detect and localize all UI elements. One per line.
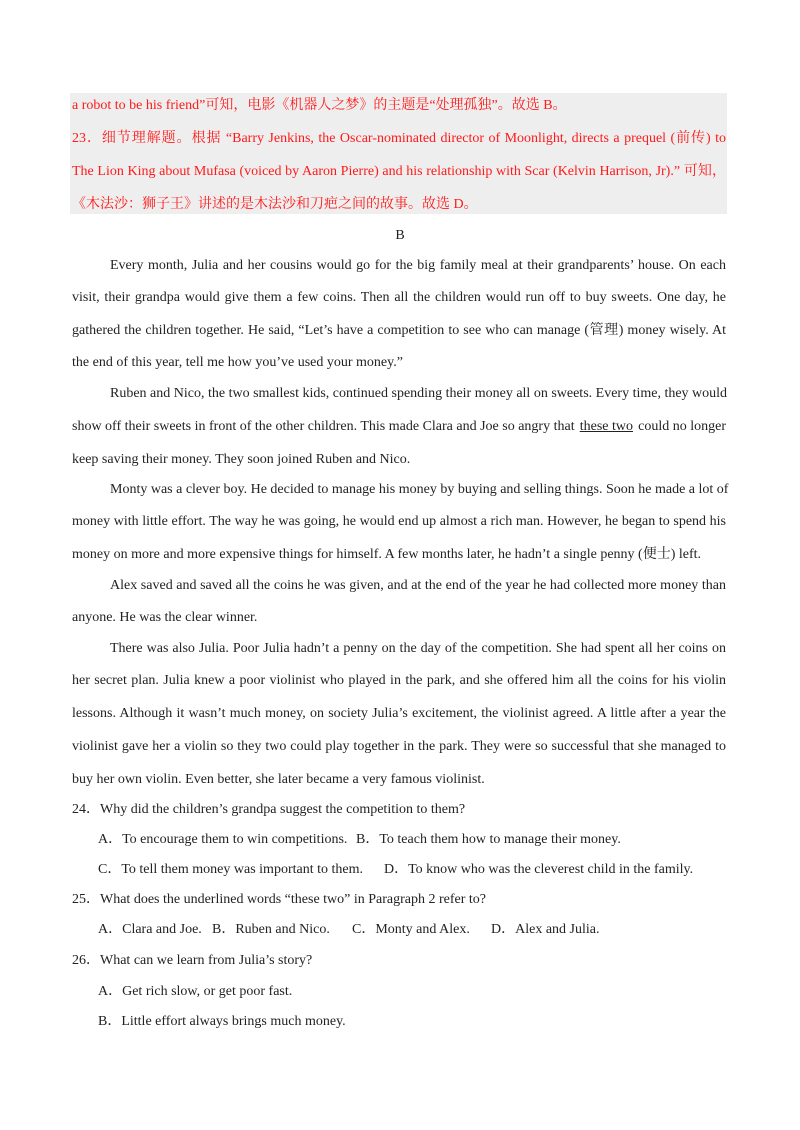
- q26-option-a: A．Get rich slow, or get poor fast.: [98, 984, 293, 999]
- q25-option-d: D．Alex and Julia.: [491, 922, 600, 937]
- explanation-line-3: The Lion King about Mufasa (voiced by Aaron Pierre) and his relationship with Scar (Kelvin Harrison, Jr).” 可知，: [72, 164, 726, 179]
- underlined-these-two: these two: [579, 419, 633, 434]
- q24-option-b: B．To teach them how to manage their money.: [356, 832, 621, 847]
- q25-option-b: B．Ruben and Nico.: [212, 922, 330, 937]
- p3-line-2: money with little effort. The way he was going, he would end up almost a rich man. However, he began to spend his: [72, 514, 726, 529]
- p2-line-2-before: show off their sweets in front of the other children. This made Clara and Joe so angry that: [72, 419, 579, 434]
- p1-line-2: visit, their grandpa would give them a few coins. Then all the children would run off to buy sweets. One day, he: [72, 290, 726, 305]
- p1-line-3: gathered the children together. He said, “Let’s have a competition to see who can manage (管理) money wisely. At: [72, 323, 726, 338]
- p5-line-1: There was also Julia. Poor Julia hadn’t a penny on the day of the competition. She had spent all her coins on: [110, 641, 726, 656]
- p3-line-1: Monty was a clever boy. He decided to manage his money by buying and selling things. Soon he made a lot of: [110, 482, 729, 497]
- p4-line-2: anyone. He was the clear winner.: [72, 610, 258, 625]
- p5-line-4: violinist gave her a violin so they two could play together in the park. They were so successful that she managed to: [72, 739, 726, 754]
- p2-line-2: [72, 417, 726, 437]
- p3-line-3: money on more and more expensive things for himself. A few months later, he hadn’t a single penny (便士) left.: [72, 547, 702, 562]
- q25-option-a: A．Clara and Joe.: [98, 922, 202, 937]
- q25-stem: 25．What does the underlined words “these two” in Paragraph 2 refer to?: [72, 892, 487, 907]
- p2-line-1: Ruben and Nico, the two smallest kids, continued spending their money all on sweets. Every time, they would: [110, 386, 728, 401]
- q24-stem: 24．Why did the children’s grandpa suggest the competition to them?: [72, 802, 466, 817]
- explanation-line-4: 《木法沙：狮子王》讲述的是木法沙和刀疤之间的故事。故选 D。: [72, 197, 478, 212]
- p5-line-3: lessons. Although it wasn’t much money, on society Julia’s excitement, the violinist agreed. A little after a year the: [72, 706, 726, 721]
- q26-option-b: B．Little effort always brings much money.: [98, 1014, 346, 1029]
- q24-option-c: C．To tell them money was important to them.: [98, 862, 363, 877]
- p2-line-3: keep saving their money. They soon joined Ruben and Nico.: [72, 452, 411, 467]
- p5-line-2: her secret plan. Julia knew a poor violinist who played in the park, and she offered him all the coins for his violin: [72, 673, 726, 688]
- p1-line-4: the end of this year, tell me how you’ve used your money.”: [72, 355, 403, 370]
- p2-line-2-after: could no longer: [634, 419, 726, 434]
- explanation-line-2: 23．细节理解题。根据 “Barry Jenkins, the Oscar-nominated director of Moonlight, directs a prequel (前传) to: [72, 131, 726, 146]
- p4-line-1: Alex saved and saved all the coins he was given, and at the end of the year he had collected more money than: [110, 578, 726, 593]
- q24-option-a: A．To encourage them to win competitions.: [98, 832, 348, 847]
- p5-line-5: buy her own violin. Even better, she later became a very famous violinist.: [72, 772, 485, 787]
- section-label: B: [395, 228, 405, 243]
- q25-option-c: C．Monty and Alex.: [352, 922, 470, 937]
- explanation-line-1: a robot to be his friend”可知，电影《机器人之梦》的主题是“处理孤独”。故选 B。: [72, 98, 567, 113]
- q26-stem: 26．What can we learn from Julia’s story?: [72, 953, 313, 968]
- p1-line-1: Every month, Julia and her cousins would go for the big family meal at their grandparents’ house. On each: [110, 258, 726, 273]
- q24-option-d: D．To know who was the cleverest child in the family.: [384, 862, 694, 877]
